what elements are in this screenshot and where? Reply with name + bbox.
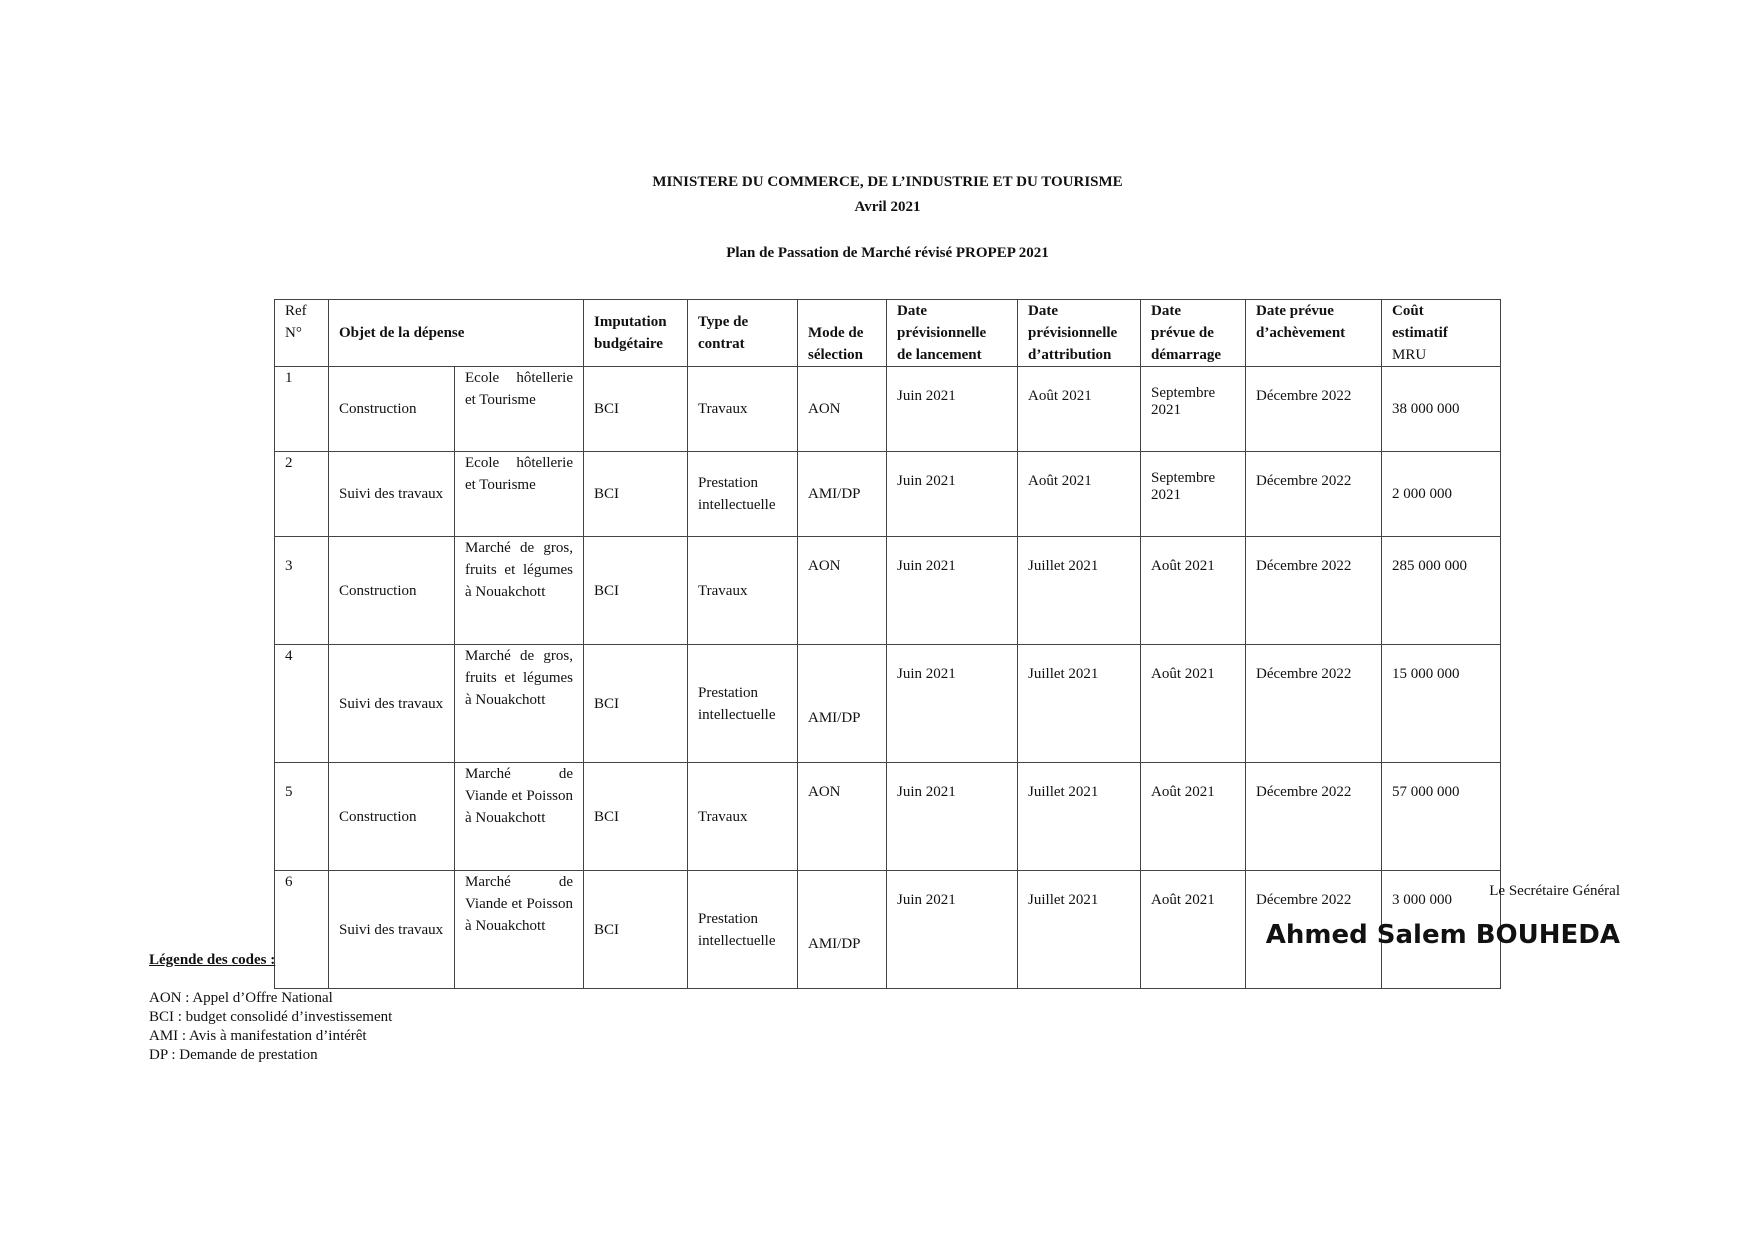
cell-imputation: BCI [584,645,688,763]
cell-objet: Marché de Viande et Poisson à Nouakchott [455,871,584,989]
cell-type: Prestation intellectuelle [688,871,798,989]
cell-cout: 57 000 000 [1382,763,1501,871]
legend-title: Légende des codes : [149,952,276,968]
cell-attribution: Juillet 2021 [1018,537,1141,645]
cell-lancement: Juin 2021 [887,452,1018,537]
cell-type: Prestation intellectuelle [688,452,798,537]
header-type-line1: Type de [698,314,749,330]
cell-nature: Suivi des travaux [329,645,455,763]
header-attribution [1018,300,1141,367]
header-ref-line1: Ref [285,303,307,319]
header-imputation [584,300,688,367]
header-lancement-line3: de lancement [897,347,982,363]
cell-ref: 4 [275,645,329,763]
header-cout [1382,300,1501,367]
cell-achevement: Décembre 2022 [1246,645,1382,763]
cell-cout: 2 000 000 [1382,452,1501,537]
cell-attribution: Juillet 2021 [1018,871,1141,989]
cell-cout: 38 000 000 [1382,367,1501,452]
cell-type: Travaux [688,367,798,452]
cell-ref: 1 [275,367,329,452]
cell-nature: Construction [329,763,455,871]
header-type-line2: contrat [698,336,745,352]
cell-imputation: BCI [584,871,688,989]
cell-mode: AMI/DP [798,645,887,763]
cell-demarrage: Septembre 2021 [1141,367,1246,452]
cell-demarrage: Août 2021 [1141,763,1246,871]
legend-item-aon: AON : Appel d’Offre National [149,990,333,1006]
cell-ref: 5 [275,763,329,871]
cell-mode: AMI/DP [798,871,887,989]
cell-imputation: BCI [584,763,688,871]
cell-type: Prestation intellectuelle [688,645,798,763]
cell-cout: 285 000 000 [1382,537,1501,645]
cell-lancement: Juin 2021 [887,537,1018,645]
cell-achevement: Décembre 2022 [1246,367,1382,452]
legend-list [149,989,392,1065]
header-mode [798,300,887,367]
cell-ref: 2 [275,452,329,537]
cell-demarrage: Août 2021 [1141,645,1246,763]
header-attribution-line3: d’attribution [1028,347,1112,363]
cell-mode: AON [798,537,887,645]
cell-mode: AON [798,763,887,871]
cell-nature: Suivi des travaux [329,452,455,537]
table-row [275,452,1501,537]
cell-imputation: BCI [584,367,688,452]
header-attribution-line2: prévisionnelle [1028,325,1118,341]
cell-objet: Ecole hôtellerie et Tourisme [455,367,584,452]
header-cout-line1: Coût [1392,303,1424,319]
cell-attribution: Août 2021 [1018,452,1141,537]
signature-name: Ahmed Salem BOUHEDA [1265,920,1620,950]
header-imputation-line2: budgétaire [594,336,663,352]
cell-ref: 3 [275,537,329,645]
header-imputation-line1: Imputation [594,314,667,330]
cell-demarrage: Août 2021 [1141,871,1246,989]
header-achevement-line2: d’achèvement [1256,325,1346,341]
table-row [275,645,1501,763]
header-cout-line2: estimatif [1392,325,1448,341]
cell-type: Travaux [688,763,798,871]
cell-nature: Construction [329,367,455,452]
header-demarrage-line2: prévue de [1151,325,1214,341]
cell-type: Travaux [688,537,798,645]
cell-achevement: Décembre 2022 [1246,452,1382,537]
legend-item-dp: DP : Demande de prestation [149,1047,318,1063]
cell-achevement: Décembre 2022 [1246,871,1382,989]
cell-lancement: Juin 2021 [887,871,1018,989]
header-demarrage [1141,300,1246,367]
header-mode-line1: Mode de [808,325,864,341]
header-lancement [887,300,1018,367]
header-demarrage-line1: Date [1151,303,1182,319]
cell-attribution: Juillet 2021 [1018,763,1141,871]
header-attribution-line1: Date [1028,303,1059,319]
table-header-row [275,300,1501,367]
document-date: Avril 2021 [854,199,921,215]
header-ref-line2: N° [285,325,302,341]
cell-achevement: Décembre 2022 [1246,763,1382,871]
header-achevement-line1: Date prévue [1256,303,1334,319]
cell-lancement: Juin 2021 [887,367,1018,452]
header-type [688,300,798,367]
header-objet: Objet de la dépense [329,300,584,367]
header-lancement-line2: prévisionnelle [897,325,987,341]
header-mode-line2: sélection [808,347,863,363]
cell-imputation: BCI [584,452,688,537]
header-demarrage-line3: démarrage [1151,347,1221,363]
header-ref [275,300,329,367]
cell-objet: Marché de gros, fruits et légumes à Nouakchott [455,537,584,645]
header-lancement-line1: Date [897,303,928,319]
cell-lancement: Juin 2021 [887,763,1018,871]
header-cout-unit: MRU [1392,347,1427,363]
cell-objet: Ecole hôtellerie et Tourisme [455,452,584,537]
cell-ref: 6 [275,871,329,989]
cell-objet: Marché de gros, fruits et légumes à Nouakchott [455,645,584,763]
cell-imputation: BCI [584,537,688,645]
cell-demarrage: Septembre 2021 [1141,452,1246,537]
table-row [275,367,1501,452]
cell-objet: Marché de Viande et Poisson à Nouakchott [455,763,584,871]
cell-demarrage: Août 2021 [1141,537,1246,645]
cell-achevement: Décembre 2022 [1246,537,1382,645]
cell-mode: AMI/DP [798,452,887,537]
table-row [275,763,1501,871]
cell-attribution: Août 2021 [1018,367,1141,452]
cell-nature: Suivi des travaux [329,871,455,989]
cell-lancement: Juin 2021 [887,645,1018,763]
legend-item-ami: AMI : Avis à manifestation d’intérêt [149,1028,367,1044]
cell-attribution: Juillet 2021 [1018,645,1141,763]
cell-nature: Construction [329,537,455,645]
header-achevement [1246,300,1382,367]
cell-cout: 15 000 000 [1382,645,1501,763]
plan-title: Plan de Passation de Marché révisé PROPEP 2021 [726,245,1049,261]
cell-mode: AON [798,367,887,452]
cell-cout: 3 000 000 [1382,871,1501,989]
table-row [275,537,1501,645]
legend-item-bci: BCI : budget consolidé d’investissement [149,1009,393,1025]
ministry-title: MINISTERE DU COMMERCE, DE L’INDUSTRIE ET DU TOURISME [652,174,1123,190]
signature-role: Le Secrétaire Général [1489,883,1620,899]
